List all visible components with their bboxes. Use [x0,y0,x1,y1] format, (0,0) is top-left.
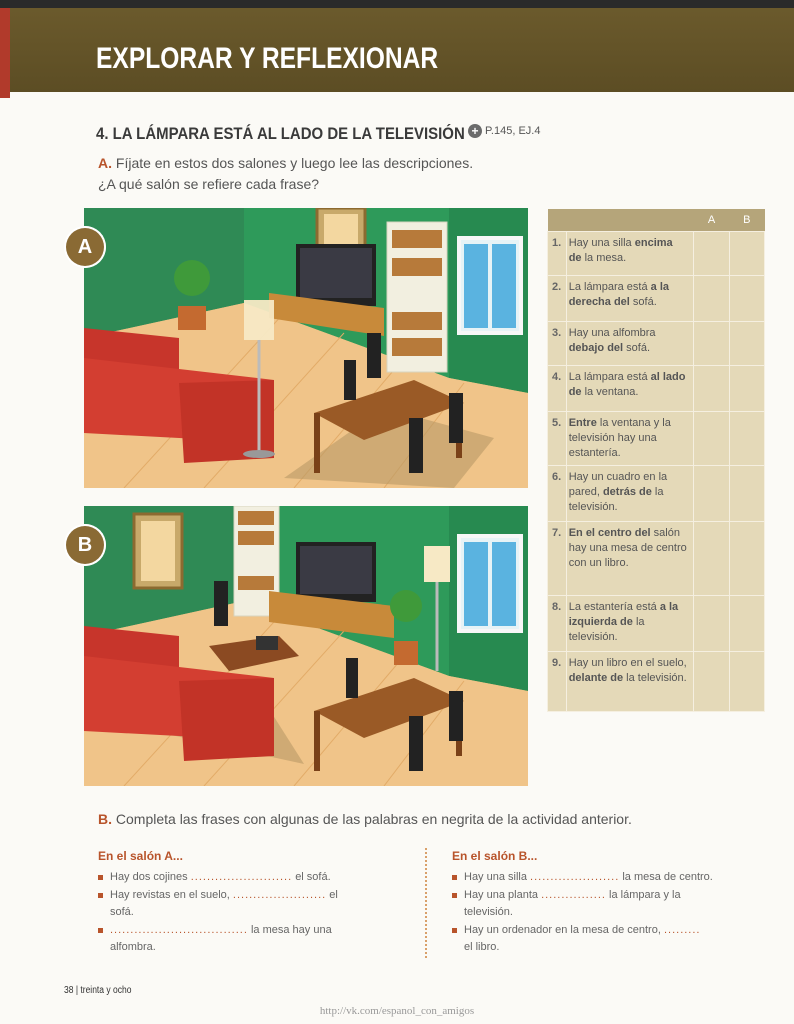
column-a-header: A [694,209,729,232]
row-description [566,366,694,412]
description-text: La estantería está [568,601,660,613]
description-text: la ventana. [581,386,639,398]
answer-box-b[interactable] [729,366,764,412]
column-divider [425,848,427,958]
answer-box-a[interactable] [694,412,729,466]
instruction-a-label: A. [98,155,112,171]
answer-blank[interactable]: .................................. [110,924,248,936]
top-band [0,0,794,8]
row-number: 7. [548,522,567,596]
instruction-a [98,153,528,195]
item-text: televisión. [464,906,513,918]
instruction-b-label: B. [98,811,112,827]
table-row [548,276,765,322]
watermark-url: http://vk.com/espanol_con_amigos [319,1005,475,1017]
instruction-b-text: Completa las frases con algunas de las palabras en negrita de la actividad anterior. [115,811,632,827]
living-room-a-illustration [84,208,528,488]
description-text: salón hay una mesa de centro con un libro. [568,527,687,569]
description-bold: encima de [568,237,673,264]
answer-box-a[interactable] [694,232,729,276]
row-description [566,466,694,522]
header-title: EXPLORAR Y REFLEXIONAR [96,42,439,75]
scene-b-marker: B [66,526,104,564]
row-number: 3. [548,322,567,366]
answer-box-a[interactable] [694,366,729,412]
description-text: sofá. [629,296,657,308]
answer-box-a[interactable] [694,276,729,322]
description-bold: detrás de [602,486,652,498]
row-number: 4. [548,366,567,412]
description-text: La lámpara está [568,281,651,293]
row-description [566,596,694,652]
item-text: el libro. [464,941,500,953]
answer-box-b[interactable] [729,232,764,276]
description-bold: debajo del [568,342,624,354]
answer-box-a[interactable] [694,652,729,712]
description-bold: delante de [568,672,624,684]
row-description [566,276,694,322]
answer-box-b[interactable] [729,596,764,652]
item-text: la mesa de centro. [622,871,713,883]
description-text: la televisión. [568,486,664,513]
reference-text: P.145, EJ.4 [485,125,541,137]
description-bold: a la derecha del [568,281,669,308]
description-bold: Entre [568,417,597,429]
living-room-b-illustration [84,506,528,786]
answer-box-b[interactable] [729,276,764,322]
table-row [548,322,765,366]
answer-box-a[interactable] [694,522,729,596]
scene-a-marker: A [66,228,104,266]
item-text: Hay dos cojines [110,871,188,883]
item-text: el [329,889,338,901]
item-text: sofá. [110,906,134,918]
salon-a-title: En el salón A... [98,849,183,863]
table-row [548,522,765,596]
row-description [566,652,694,712]
description-text: Hay una alfombra [568,327,656,339]
section-header [10,8,794,92]
answer-box-a[interactable] [694,466,729,522]
description-text: Hay un cuadro en la pared, [568,471,668,498]
answer-blank[interactable]: ................ [541,889,606,901]
answer-blank[interactable]: ......................... [190,871,293,883]
answer-blank[interactable]: ......... [663,924,701,936]
salon-a-exercise [98,848,408,957]
answer-box-b[interactable] [729,322,764,366]
item-text: alfombra. [110,941,156,953]
answer-box-b[interactable] [729,652,764,712]
item-text: Hay revistas en el suelo, [110,889,230,901]
table-row [548,232,765,276]
item-text: Hay una planta [464,889,538,901]
description-text: la ventana y la televisión hay una estantería. [568,417,671,459]
row-number: 1. [548,232,567,276]
table-row [548,652,765,712]
answer-box-a[interactable] [694,322,729,366]
row-description [566,232,694,276]
page-number: 38 | treinta y ocho [64,985,132,996]
left-accent-bar [0,8,10,98]
list-item [452,869,762,886]
description-text: sofá. [623,342,651,354]
descriptions-table [547,209,765,712]
row-number: 2. [548,276,567,322]
item-text: la lámpara y la [609,889,681,901]
plus-icon: + [468,124,482,138]
description-bold: En el centro del [568,527,651,539]
table-header-blank [548,209,694,232]
exercise-title: 4. LA LÁMPARA ESTÁ AL LADO DE LA TELEVISIÓN [96,124,465,143]
answer-box-b[interactable] [729,412,764,466]
list-item [452,922,762,956]
answer-box-a[interactable] [694,596,729,652]
table-row [548,596,765,652]
description-bold: al lado de [568,371,686,398]
table-row [548,412,765,466]
instruction-a-text1: Fíjate en estos dos salones y luego lee las descripciones. [115,155,474,171]
row-description [566,322,694,366]
description-bold: a la izquierda de [568,601,679,628]
row-number: 5. [548,412,567,466]
description-text: Hay una silla [568,237,635,249]
answer-box-b[interactable] [729,522,764,596]
list-item [98,887,408,921]
description-text: Hay un libro en el suelo, [568,657,687,669]
answer-blank[interactable]: ....................... [232,889,327,901]
instruction-b [98,811,632,827]
list-item [98,922,408,956]
instruction-a-text2: ¿A qué salón se refiere cada frase? [98,176,320,192]
row-number: 6. [548,466,567,522]
list-item [98,869,408,886]
column-b-header: B [729,209,764,232]
item-text: la mesa hay una [250,924,332,936]
row-number: 8. [548,596,567,652]
salon-b-title: En el salón B... [452,849,538,863]
description-text: La lámpara está [568,371,651,383]
exercise-reference [468,124,540,138]
table-row [548,366,765,412]
description-text: la televisión. [568,616,645,643]
answer-blank[interactable]: ...................... [530,871,620,883]
answer-box-b[interactable] [729,466,764,522]
row-number: 9. [548,652,567,712]
salon-b-exercise [452,848,762,957]
description-text: la mesa. [581,252,627,264]
item-text: Hay un ordenador en la mesa de centro, [464,924,661,936]
list-item [452,887,762,921]
row-description [566,412,694,466]
item-text: el sofá. [295,871,331,883]
table-row [548,466,765,522]
table-header-row [548,209,765,232]
description-text: la televisión. [623,672,687,684]
row-description [566,522,694,596]
item-text: Hay una silla [464,871,527,883]
